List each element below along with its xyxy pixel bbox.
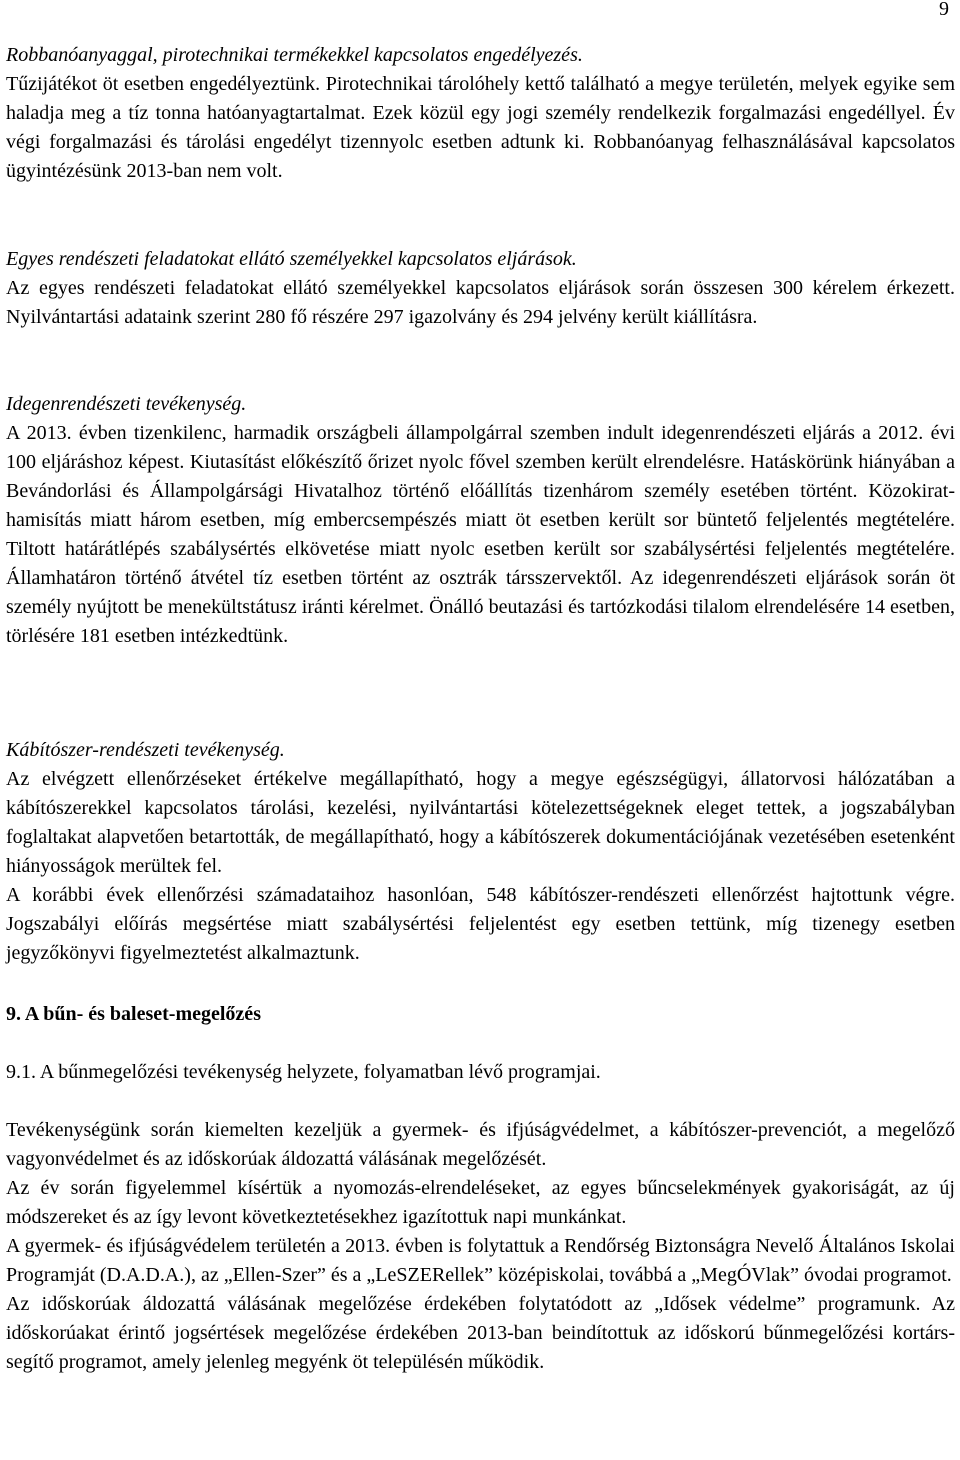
paragraph: A gyermek- és ifjúságvédelem területén a 2013. évben is folytattuk a Rendőrség Biztonságra Nevelő Általános Iskolai Programját (D.A.D.A.), az „Ellen-Szer” és a „LeSZERellek” középiskolai, továbbá a „MegÓVlak” óvodai programot. (6, 1235, 955, 1286)
section-title: Robbanóanyaggal, pirotechnikai termékekkel kapcsolatos engedélyezés. (6, 44, 583, 66)
subsection-title: 9.1. A bűnmegelőzési tevékenység helyzete, folyamatban lévő programjai. (6, 1061, 601, 1083)
document-page (6, 0, 955, 1460)
section-title: Kábítószer-rendészeti tevékenység. (6, 739, 285, 761)
chapter-heading (6, 1000, 955, 1029)
paragraph: A 2013. évben tizenkilenc, harmadik országbeli állampolgárral szemben indult idegenrendészeti eljárás a 2012. évi 100 eljáráshoz képest. Kiutasítást előkészítő őrizet nyolc fővel szemben került elrendelésre. Hatáskörünk hiányában a Bevándorlási és Állampolgársági Hivatalhoz történő előállítás tizenhárom személy esetében történt. Közokirat-hamisítás miatt három esetben, míg embercsempészés miatt öt esetben került sor büntető feljelentés megtételére. Tiltott határátlépés szabálysértés elkövetése miatt nyolc esetben került sor szabálysértési feljelentés megtételére. Államhatáron történő átvétel tíz esetben történt az osztrák társszervektől. Az idegenrendészeti eljárások során öt személy nyújtott be menekültstátusz iránti kérelmet. Önálló beutazási és tartózkodási tilalom elrendelésére 14 esetben, törlésére 181 esetben intézkedtünk. (6, 422, 955, 647)
paragraph: Az év során figyelemmel kísértük a nyomozás-elrendeléseket, az egyes bűncselekmények gyakoriságát, az új módszereket és az így levont következtetésekhez igazítottuk napi munkánkat. (6, 1177, 955, 1228)
paragraph: Az időskorúak áldozattá válásának megelőzése érdekében folytatódott az „Idősek védelme” programunk. Az időskorúakat érintő jogsértések megelőzése érdekében 2013-ban beindítottuk az időskorú bűnmegelőzési kortárs-segítő programot, amely jelenleg megyénk öt településén működik. (6, 1293, 955, 1373)
section-kabitoszer (6, 736, 955, 968)
section-rendeszeti (6, 245, 955, 332)
paragraph: Tevékenységünk során kiemelten kezeljük a gyermek- és ifjúságvédelmet, a kábítószer-prevenciót, a megelőző vagyonvédelmet és az időskorúak áldozattá válásának megelőzését. (6, 1119, 955, 1170)
paragraph: A korábbi évek ellenőrzési számadataihoz hasonlóan, 548 kábítószer-rendészeti ellenőrzést hajtottunk végre. Jogszabályi előírás megsértése miatt szabálysértési feljelentést egy esetben tettünk, míg tizenegy esetben jegyzőkönyvi figyelmeztetést alkalmaztunk. (6, 884, 955, 964)
section-pyrotechnics (6, 41, 955, 186)
paragraph: Az elvégzett ellenőrzéseket értékelve megállapítható, hogy a megye egészségügyi, állatorvosi hálózatában a kábítószerekkel kapcsolatos tárolási, kezelési, nyilvántartási kötelezettségeknek eleget tettek, a jogszabályban foglaltakat alapvetően betartották, de megállapítható, hogy a kábítószerek dokumentációjának vezetésében esetenként hiányosságok merültek fel. (6, 768, 955, 877)
section-title: Idegenrendészeti tevékenység. (6, 393, 247, 415)
paragraph: Az egyes rendészeti feladatokat ellátó személyekkel kapcsolatos eljárások során összesen 300 kérelem érkezett. Nyilvántartási adataink szerint 280 fő részére 297 igazolvány és 294 jelvény került kiállításra. (6, 277, 955, 328)
page-number: 9 (939, 0, 949, 20)
section-bunmegelozes (6, 1116, 955, 1377)
chapter-title: 9. A bűn- és baleset-megelőzés (6, 1003, 261, 1025)
section-title: Egyes rendészeti feladatokat ellátó személyekkel kapcsolatos eljárások. (6, 248, 577, 270)
section-idegenrendeszet (6, 390, 955, 651)
subsection-heading (6, 1058, 955, 1087)
paragraph: Tűzijátékot öt esetben engedélyeztünk. Pirotechnikai tárolóhely kettő található a megye területén, melyek egyike sem haladja meg a tíz tonna hatóanyagtartalmat. Ezek közül egy jogi személy rendelkezik forgalmazási engedéllyel. Év végi forgalmazási és tárolási engedélyt tizennyolc esetben adtunk ki. Robbanóanyag felhasználásával kapcsolatos ügyintézésünk 2013-ban nem volt. (6, 73, 955, 182)
